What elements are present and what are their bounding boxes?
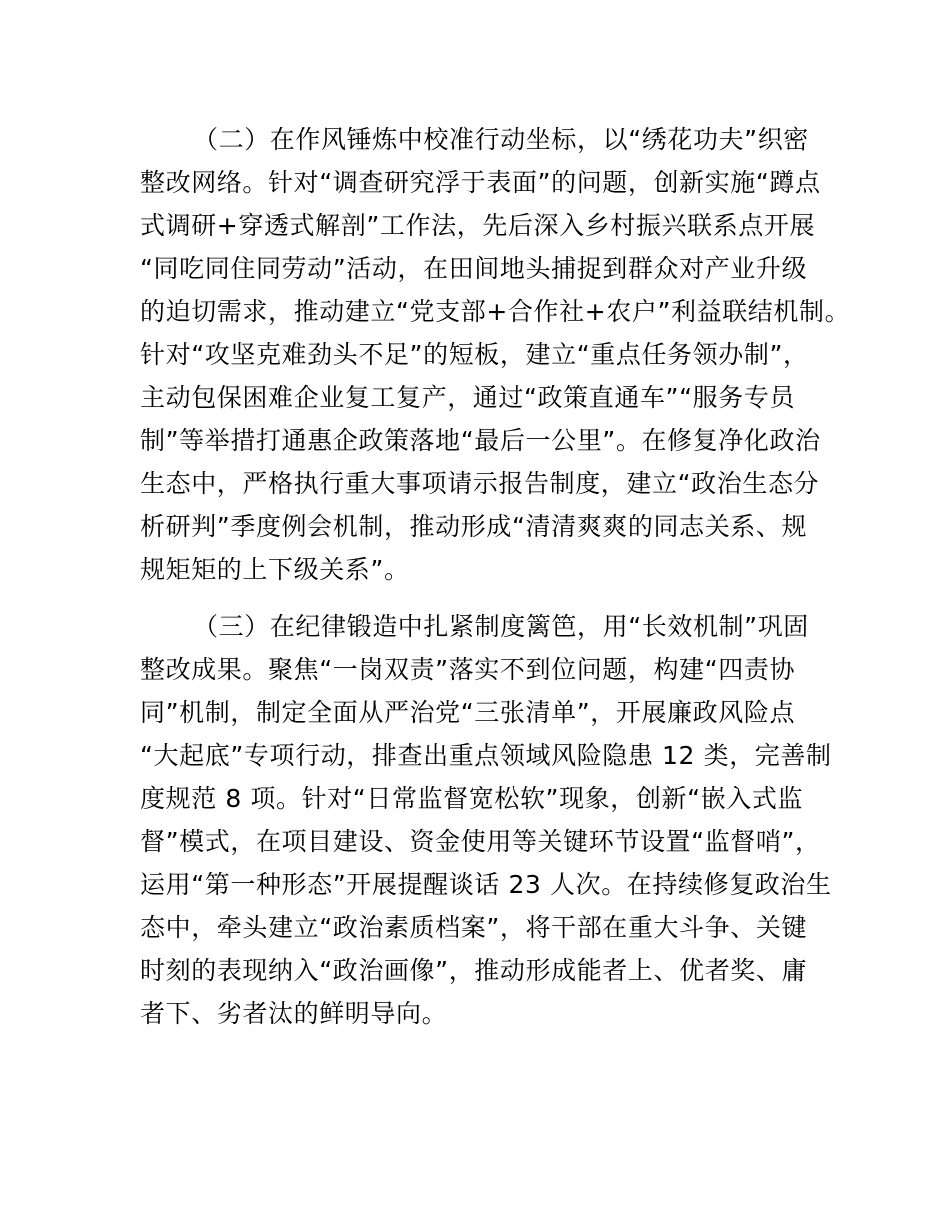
paragraph-line: （二）在作风锤炼中校准行动坐标，以“绣花功夫”织密 bbox=[193, 125, 809, 154]
paragraph-line: 度规范 8 项。针对“日常监督宽松软”现象，创新“嵌入式监 bbox=[140, 784, 804, 813]
paragraph-line: 生态中，严格执行重大事项请示报告制度，建立“政治生态分 bbox=[140, 469, 820, 498]
paragraph-line: 制”等举措打通惠企政策落地“最后一公里”。在修复净化政治 bbox=[140, 426, 821, 455]
paragraph-line: 运用“第一种形态”开展提醒谈话 23 人次。在持续修复政治生 bbox=[140, 870, 832, 899]
paragraph-line: 主动包保困难企业复工复产，通过“政策直通车”“服务专员 bbox=[140, 383, 796, 412]
paragraph-line: “同吃同住同劳动”活动，在田间地头捕捉到群众对产业升级 bbox=[140, 254, 808, 283]
paragraph-line: 析研判”季度例会机制，推动形成“清清爽爽的同志关系、规 bbox=[140, 512, 808, 541]
paragraph-line: 规矩矩的上下级关系”。 bbox=[140, 555, 410, 584]
paragraph-line: （三）在纪律锻造中扎紧制度篱笆，用“长效机制”巩固 bbox=[193, 612, 809, 641]
paragraph-section-3 bbox=[140, 605, 830, 1035]
paragraph-line: 整改网络。针对“调查研究浮于表面”的问题，创新实施“蹲点 bbox=[140, 168, 821, 197]
paragraph-line: 式调研+穿透式解剖”工作法，先后深入乡村振兴联系点开展 bbox=[140, 211, 816, 240]
paragraph-line: “大起底”专项行动，排查出重点领域风险隐患 12 类，完善制 bbox=[140, 741, 832, 770]
paragraph-line: 整改成果。聚焦“一岗双责”落实不到位问题，构建“四责协 bbox=[140, 655, 796, 684]
paragraph-line: 督”模式，在项目建设、资金使用等关键环节设置“监督哨”， bbox=[140, 827, 821, 856]
paragraph-line: 者下、劣者汰的鲜明导向。 bbox=[140, 999, 448, 1028]
paragraph-section-2 bbox=[140, 118, 851, 591]
paragraph-line: 态中，牵头建立“政治素质档案”，将干部在重大斗争、关键 bbox=[140, 913, 808, 942]
paragraph-line: 针对“攻坚克难劲头不足”的短板，建立“重点任务领办制”， bbox=[140, 340, 809, 369]
paragraph-line: 时刻的表现纳入“政治画像”，推动形成能者上、优者奖、庸 bbox=[140, 956, 808, 985]
paragraph-line: 同”机制，制定全面从严治党“三张清单”，开展廉政风险点 bbox=[140, 698, 796, 727]
paragraph-line: 的迫切需求，推动建立“党支部+合作社+农户”利益联结机制。 bbox=[140, 297, 851, 326]
